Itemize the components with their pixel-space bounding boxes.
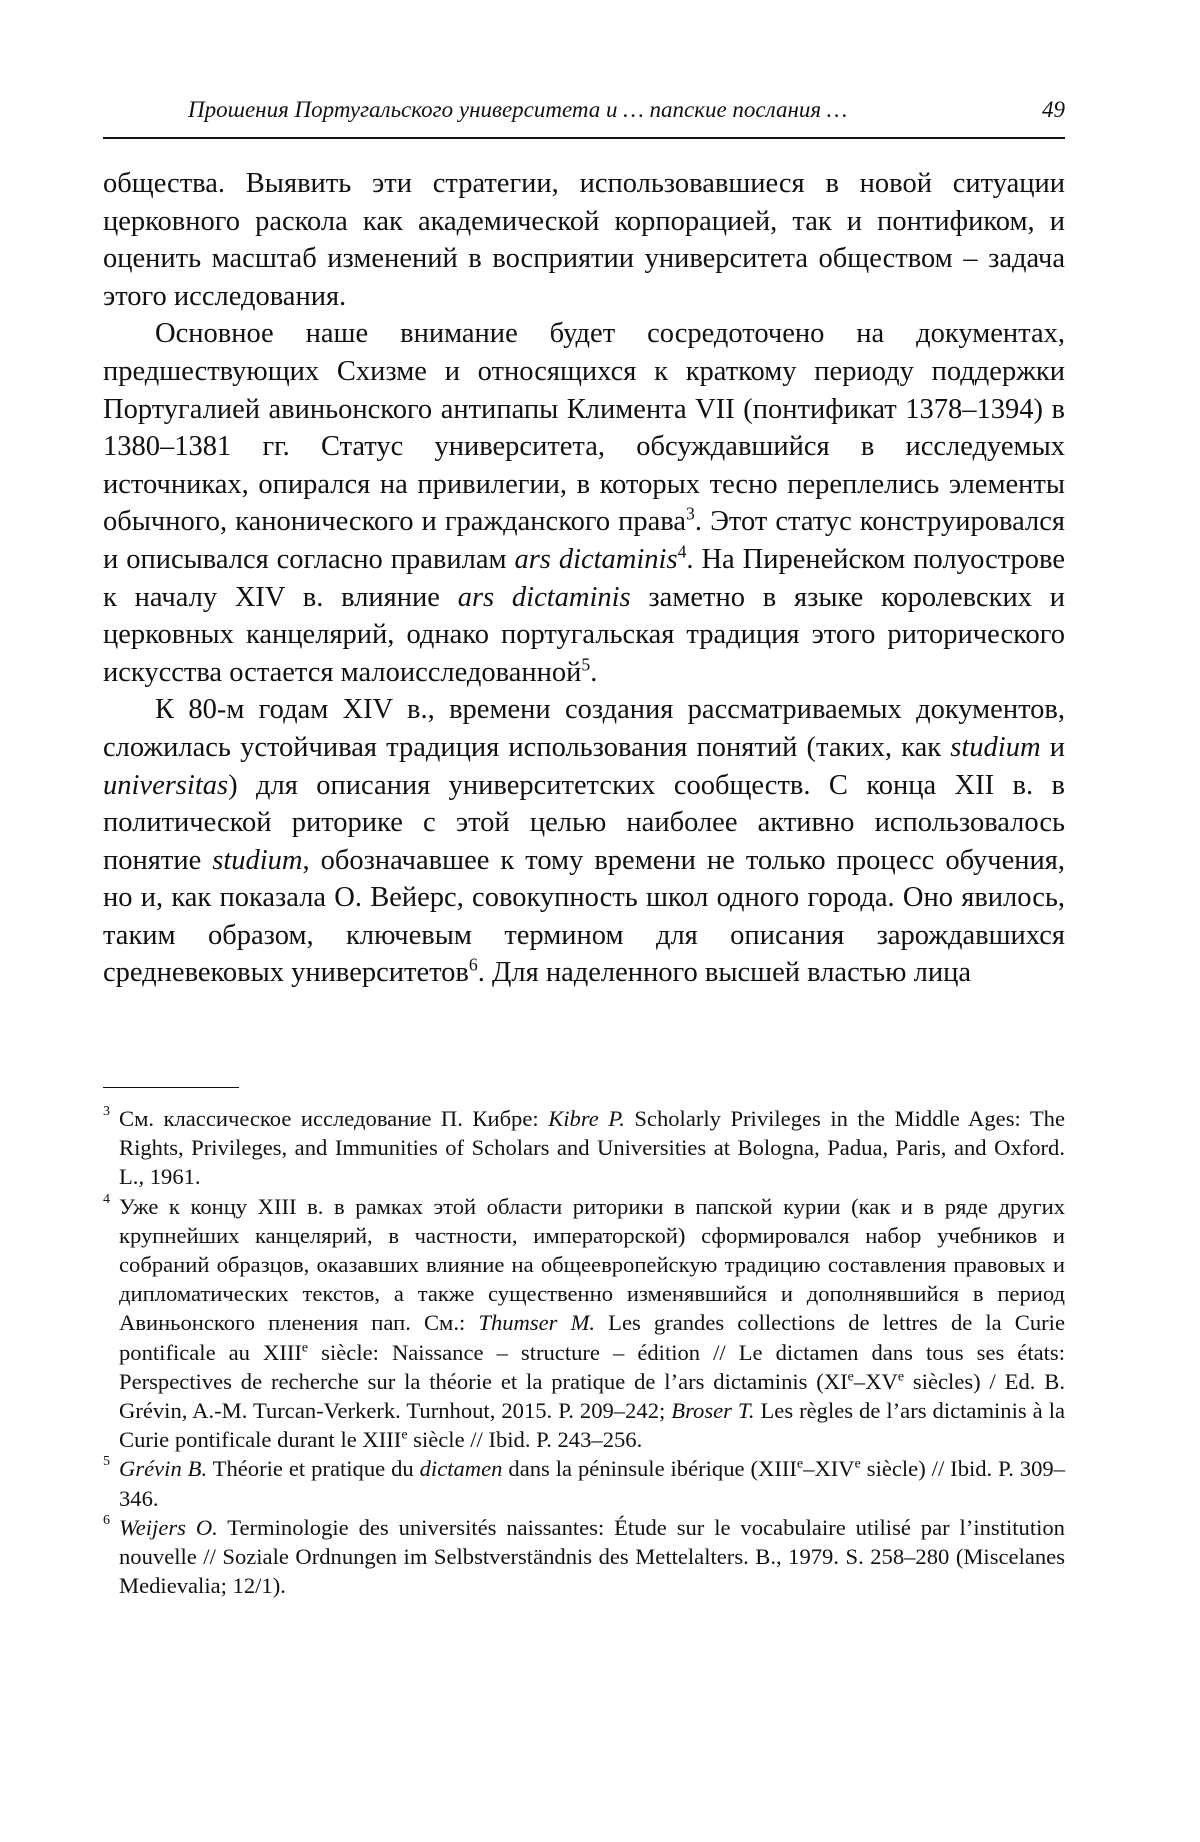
footnote-author: Kibre P. — [548, 1106, 625, 1131]
footnote-text: –XV — [853, 1368, 898, 1394]
footnote-text: См. классическое исследование П. Кибре: — [119, 1106, 549, 1131]
footnote-text: Les grandes collections de lettres de la Curie pontificale au XIII — [119, 1310, 1065, 1365]
p3-text-4: , обозначавшее к тому времени не только процесс обучения, но и, как показала О. Вейерс, совокупность школ одного города. Оно явилось, таким образом, ключевым термином для описания зарождавшихся средневековых университетов — [103, 844, 1065, 989]
p2-italic-term-2: ars dictaminis — [457, 581, 631, 613]
header-rule — [103, 137, 1065, 139]
running-title: Прошения Португальского университета и … папские послания … — [188, 97, 848, 122]
footnote-text: Terminologie des universités naissantes: Étude sur le vocabulaire utilisé par l’institution nouvelle // Soziale Ordnungen im Selbstverständnis des Mettelalters. B., 1979. S. 258–280 (Miscelanes Medievalia; 12/1). — [119, 1514, 1065, 1599]
footnote-text: dans la péninsule ibérique (XIII — [502, 1456, 797, 1482]
superscript-e: e — [897, 1369, 905, 1385]
body-text — [103, 165, 1065, 992]
footnote-text: Scholarly Privileges in the Middle Ages: The Rights, Privileges, and Immunities of Scholars and Universities at Bologna, Padua, Paris, and Oxford. L., 1961. — [119, 1106, 1065, 1190]
footnote-ref-3[interactable]: 3 — [686, 503, 695, 524]
paragraph-2 — [103, 315, 1065, 691]
footnote-italic-term: dictamen — [419, 1456, 503, 1482]
footnote-ref-5[interactable]: 5 — [581, 654, 591, 675]
footnote-5 — [103, 1454, 1065, 1512]
p3-italic-studium-2: studium — [212, 844, 303, 876]
footnote-6 — [103, 1513, 1065, 1601]
p2-italic-term-1: ars dictaminis — [514, 543, 678, 575]
p3-text-1: К 80-м годам XIV в., времени создания рассматриваемых документов, сложилась устойчивая традиция использования понятий (таких, как — [103, 694, 1065, 763]
footnote-mark: 4 — [103, 1191, 110, 1207]
page-number: 49 — [1042, 97, 1065, 122]
footnote-mark: 5 — [103, 1454, 110, 1470]
footnotes — [103, 1104, 1065, 1600]
footnote-author: Broser T. — [671, 1398, 755, 1424]
footnote-author: Weijers O. — [119, 1514, 218, 1540]
footnote-rule — [103, 1087, 239, 1088]
superscript-e: e — [796, 1456, 804, 1472]
p2-text-1: Основное наше внимание будет сосредоточено на документах, предшествующих Схизме и относящихся к краткому периоду поддержки Португалией авиньонского антипапы Климента VII (понтификат 1378–1394) в 1380–1381 гг. Статус университета, обсуждавшийся в исследуемых источниках, опирался на привилегии, в которых тесно переплелись элементы обычного, канонического и гражданского права — [103, 318, 1065, 538]
p3-text-3: ) для описания университетских сообществ. С конца XII в. в политической риторике с этой целью наиболее активно использовалось понятие — [103, 769, 1065, 876]
footnote-author: Grévin B. — [119, 1456, 208, 1482]
footnote-text: siècle: Naissance – structure – édition // Le dictamen dans tous ses états: Perspectives de recherche sur la théorie et la pratique de l’ars dictaminis (XI — [119, 1339, 1065, 1394]
superscript-e: e — [854, 1456, 861, 1472]
p1-text: общества. Выявить эти стратегии, использовавшиеся в новой ситуации церковного раскола как академической корпорацией, так и понтификом, и оценить масштаб изменений в восприятии университета обществом – задача этого исследования. — [103, 168, 1065, 312]
p2-text-5: . — [590, 656, 598, 688]
footnote-mark: 3 — [103, 1104, 110, 1119]
footnote-ref-6[interactable]: 6 — [468, 954, 478, 975]
p2-text-4: заметно в языке королевских и церковных канцелярий, однако португальская традиция этого риторического искусства остается малоисследованной — [103, 581, 1065, 688]
footnote-text: Théorie et pratique du — [207, 1456, 420, 1482]
p3-italic-universitas: universitas — [103, 769, 229, 801]
footnote-ref-4[interactable]: 4 — [677, 541, 687, 562]
p2-text-3: . На Пиренейском полуострове к началу XIV в. влияние — [103, 543, 1065, 613]
superscript-e: e — [301, 1340, 309, 1356]
superscript-e: e — [401, 1427, 408, 1443]
footnote-text: –XIV — [803, 1456, 855, 1482]
footnote-3 — [103, 1104, 1065, 1192]
p3-italic-studium: studium — [950, 731, 1041, 763]
footnote-text: siècle // Ibid. P. 243–256. — [407, 1427, 643, 1453]
footnote-mark: 6 — [103, 1512, 110, 1528]
p2-text-2: . Этот статус конструировался и описывался согласно правилам — [103, 506, 1065, 575]
paragraph-1 — [103, 165, 1065, 315]
footnote-author: Thumser M. — [478, 1310, 596, 1336]
footnote-text: Уже к концу XIII в. в рамках этой области риторики в папской курии (как и в ряде других крупнейших канцелярий, в частности, императорской) сформировался набор учебников и собраний образцов, оказавших влияние на общеевропейскую традицию составления правовых и дипломатических текстов, а также существенно изменявшийся и дополнявшийся в период Авиньонского пленения пап. См.: — [119, 1193, 1065, 1336]
superscript-e: e — [847, 1369, 854, 1385]
footnote-text: siècle) // Ibid. P. 309–346. — [119, 1456, 1065, 1511]
footnote-4 — [103, 1192, 1065, 1455]
footnote-text: Les règles de l’ars dictaminis à la Curie pontificale durant le XIII — [119, 1398, 1065, 1453]
p3-text-5: . Для наделенного высшей властью лица — [477, 957, 971, 989]
paragraph-3 — [103, 691, 1065, 992]
footnote-text: siècles) / Ed. B. Grévin, A.-M. Turcan-Verkerk. Turnhout, 2015. P. 209–242; — [119, 1368, 1065, 1424]
p3-text-2: и — [1040, 731, 1065, 763]
